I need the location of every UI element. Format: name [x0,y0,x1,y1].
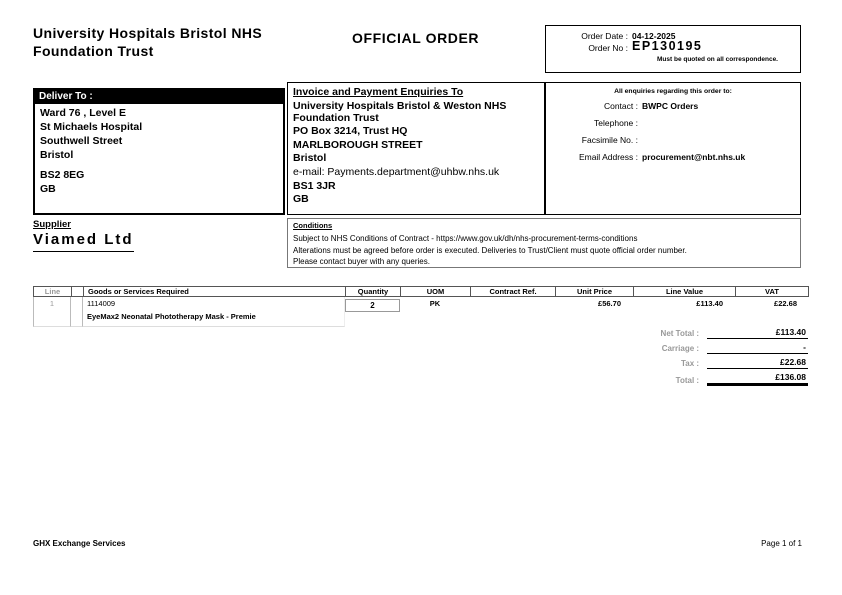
header-vat: VAT [735,286,809,297]
contact-row [546,101,800,112]
header-contract-ref: Contract Ref. [470,286,555,297]
header-quantity: Quantity [345,286,400,297]
email-label: Email Address : [578,152,638,162]
deliver-country: GB [40,183,56,196]
order-no-label: Order No : [588,43,628,53]
cell-vat: £22.68 [774,299,797,308]
deliver-to-title: Deliver To : [35,90,283,104]
header-line: Line [33,286,71,297]
invoice-postcode: BS1 3JR [293,179,336,192]
cell-line-value: £113.40 [696,299,723,308]
order-date-label: Order Date : [581,31,628,41]
header-line-value: Line Value [633,286,735,297]
deliver-postcode: BS2 8EG [40,169,85,182]
footer-service-name: GHX Exchange Services [33,539,126,548]
facsimile-value [638,135,642,146]
invoice-address-line: Bristol [293,152,327,165]
cell-goods [83,297,345,327]
cell-line-number: 1 [33,297,71,327]
carriage-row [612,341,808,354]
table-row [33,297,809,327]
cell-quantity [345,297,400,327]
deliver-address-line: Bristol [40,148,74,161]
cell-contract-ref [470,297,555,327]
order-date-value: 04-12-2025 [632,31,676,41]
conditions-box [287,218,801,268]
net-total-label: Net Total : [660,329,700,338]
deliver-address-line: Ward 76 , Level E [40,107,126,119]
deliver-address-line: St Michaels Hospital [40,120,143,133]
header-blank [71,286,83,297]
invoice-enquiries-title: Invoice and Payment Enquiries To [293,86,464,98]
total-row [612,371,808,386]
invoice-enquiries-box [287,82,545,215]
header-goods: Goods or Services Required [83,286,345,297]
net-total-value: £113.40 [707,326,808,339]
item-description: EyeMax2 Neonatal Phototherapy Mask - Premie [87,312,256,321]
cell-blank [71,297,83,327]
invoice-address-line: MARLBOROUGH STREET [293,138,423,151]
facsimile-label: Facsimile No. : [581,135,638,145]
deliver-address-line: Southwell Street [40,134,123,147]
footer-page-number: Page 1 of 1 [761,539,802,548]
deliver-to-address [35,104,283,200]
quantity-value: 2 [345,299,400,312]
tax-label: Tax : [680,359,700,368]
deliver-to-box [33,88,285,215]
carriage-value: - [707,341,808,354]
invoice-org-name: University Hospitals Bristol & Weston NHS Foundation Trust [293,100,507,125]
order-no-row [546,39,800,54]
header-unit-price: Unit Price [555,286,633,297]
cell-uom: PK [429,299,441,308]
order-no-value: EP130195 [632,39,703,53]
supplier-name: Viamed Ltd [33,231,134,252]
invoice-address-line: PO Box 3214, Trust HQ [293,125,408,138]
document-title: OFFICIAL ORDER [352,30,480,46]
email-row [546,152,800,163]
facsimile-row [546,135,800,146]
header-uom: UOM [400,286,470,297]
trust-name: University Hospitals Bristol NHS Foundation Trust [33,25,263,60]
totals-section [612,326,808,388]
order-enquiries-box [545,82,801,215]
enquiries-title: All enquiries regarding this order to: [614,88,732,95]
telephone-value [638,118,642,129]
order-note: Must be quoted on all correspondence. [657,56,778,63]
order-lines-table [33,286,809,327]
net-total-row [612,326,808,339]
item-code: 1114009 [87,299,116,308]
tax-value: £22.68 [707,356,808,369]
total-label: Total : [675,376,700,385]
invoice-country: GB [293,193,309,206]
conditions-line: Alterations must be agreed before order is executed. Deliveries to Trust/Client must quote official order number. [293,245,687,255]
order-reference-box [545,25,801,73]
telephone-label: Telephone : [594,118,638,128]
conditions-line: Please contact buyer with any queries. [293,257,430,267]
telephone-row [546,118,800,129]
contact-label: Contact : [603,101,638,111]
carriage-label: Carriage : [661,344,700,353]
contact-value: BWPC Orders [642,101,699,111]
cell-unit-price: £56.70 [598,299,621,308]
tax-row [612,356,808,369]
conditions-line: Subject to NHS Conditions of Contract - https://www.gov.uk/dh/nhs-procurement-terms-conditions [293,234,638,243]
supplier-title: Supplier [33,219,72,230]
total-value: £136.08 [707,371,808,386]
conditions-title: Conditions [293,221,333,230]
table-header-row [33,286,809,297]
email-value: procurement@nbt.nhs.uk [642,152,746,162]
invoice-email-line: e-mail: Payments.department@uhbw.nhs.uk [293,166,500,179]
